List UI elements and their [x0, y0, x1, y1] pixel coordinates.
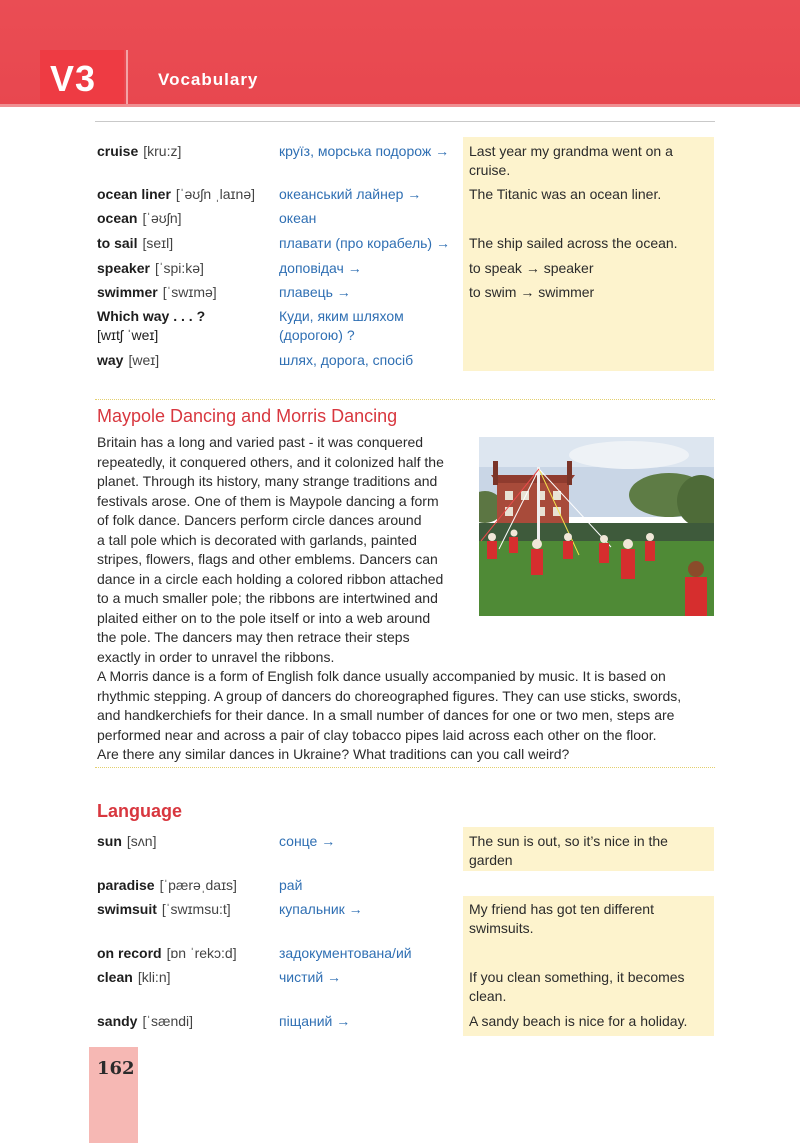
article-line: Britain has a long and varied past - it was conquered — [97, 434, 424, 450]
page-number: 162 — [97, 1058, 135, 1079]
article-line: A Morris dance is a form of English folk dance usually accompanied by music. It is based on — [97, 668, 666, 684]
header-stripe — [0, 104, 800, 107]
vocab-term: ocean [ˈəʊʃn] — [97, 210, 182, 226]
vocab-term: swimmer [ˈswɪmə] — [97, 284, 217, 300]
language-term: paradise [ˈpærəˌdaɪs] — [97, 877, 237, 893]
article-line: festivals arose. One of them is Maypole dancing a form — [97, 492, 439, 509]
language-translation: піщаний → — [279, 1013, 351, 1029]
article-heading: Maypole Dancing and Morris Dancing — [97, 406, 398, 426]
vocab-translation: круїз, морська подорож → — [279, 143, 450, 159]
article-line: of folk dance. Dancers perform circle dances around — [97, 512, 422, 528]
vocab-term: ocean liner [ˈəʊʃn ˌlaɪnə] — [97, 186, 256, 202]
article-line: stripes, flowers, flags and other emblems. Dancers can — [97, 551, 438, 567]
language-term: swimsuit [ˈswɪmsu:t] — [97, 901, 231, 917]
language-term: sun [sʌn] — [97, 833, 157, 849]
article-line: performed near and across a pair of clay tobacco pipes laid across each other on the floor. — [97, 726, 657, 743]
language-translation: задокументована/ий — [279, 945, 412, 961]
language-translation: сонце → — [279, 833, 336, 849]
language-term: clean [kli:n] — [97, 969, 171, 985]
vocab-translation: океан — [279, 210, 317, 226]
section-title: Vocabulary — [158, 70, 259, 89]
article-line: to a much smaller pole; the ribbons are intertwined and — [97, 590, 438, 606]
language-translation: рай — [279, 877, 303, 893]
vocab-translation: океанський лайнер → — [279, 186, 422, 202]
article-line: planet. Through its history, many strange traditions and — [97, 473, 438, 489]
article-line: dance in a circle each holding a colored ribbon attached — [97, 570, 444, 587]
article-bottom-divider — [95, 767, 715, 768]
article-line: plaited either on to the pole itself or into a web around — [97, 609, 431, 626]
article-line: and handkerchiefs for their dance. In a small number of dances for one or two men, steps are — [97, 707, 675, 723]
language-heading: Language — [97, 801, 183, 821]
article-line: the pole. The dancers may then retrace their steps — [97, 629, 410, 645]
article-line: repeatedly, it conquered others, and it colonized half the — [97, 453, 444, 470]
vocab-translation: доповідач → — [279, 260, 362, 276]
vocab-example: Last year my grandma went on a cruise. — [469, 143, 673, 178]
language-translation: купальник → — [279, 901, 363, 917]
article-line: a tall pole which is decorated with garlands, painted — [97, 531, 417, 548]
language-term: sandy [ˈsændi] — [97, 1013, 194, 1029]
language-example: If you clean something, it becomes clean. — [469, 969, 685, 1004]
unit-code: V3 — [50, 58, 97, 99]
vocab-example: The ship sailed across the ocean. — [469, 235, 678, 251]
article-line: rhythmic stepping. A group of dancers do choreographed figures. They can use sticks, swords, — [97, 687, 682, 704]
article-body-wide — [97, 667, 717, 765]
vocab-example: to swim → swimmer — [469, 284, 595, 300]
article-line: exactly in order to unravel the ribbons. — [97, 648, 335, 665]
vocab-example: to speak → speaker — [469, 260, 594, 276]
article-body-narrow — [97, 433, 472, 667]
language-term: on record [ɒn ˈrekɔ:d] — [97, 945, 237, 961]
vocab-term: cruise [kru:z] — [97, 143, 182, 159]
language-example: The sun is out, so it’s nice in the garden — [469, 833, 668, 868]
vocab-translation: плавати (про корабель) → — [279, 235, 450, 251]
language-translation: чистий → — [279, 969, 342, 985]
unit-divider — [126, 50, 128, 104]
vocab-term: Which way . . . ? [wɪtʃ ˈweɪ] — [97, 308, 206, 343]
language-example: A sandy beach is nice for a holiday. — [469, 1013, 688, 1029]
top-rule — [95, 121, 715, 122]
vocab-term: way [weɪ] — [97, 352, 160, 368]
article-top-divider — [95, 399, 715, 400]
vocab-example: The Titanic was an ocean liner. — [469, 186, 662, 202]
language-example: My friend has got ten different swimsuits. — [469, 901, 654, 936]
vocab-term: speaker [ˈspi:kə] — [97, 260, 204, 276]
vocab-translation: шлях, дорога, спосіб — [279, 352, 414, 368]
vocab-translation: Куди, яким шляхом (дорогою) ? — [279, 308, 404, 343]
vocab-translation: плавець → — [279, 284, 351, 300]
maypole-photo — [479, 437, 714, 616]
vocab-term: to sail [seɪl] — [97, 235, 174, 251]
article-line: Are there any similar dances in Ukraine? What traditions can you call weird? — [97, 746, 570, 762]
